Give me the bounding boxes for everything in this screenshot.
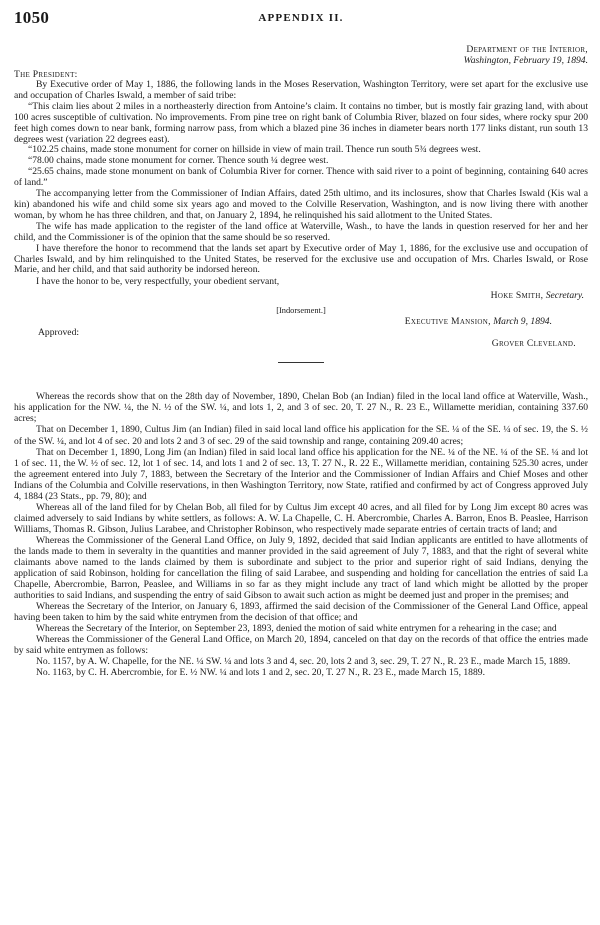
letter-quote-paragraph: “25.65 chains, made stone monument on bank of Columbia River for corner. Thence with said river to a point of beginning, containing 640 acres of land.”: [14, 166, 588, 189]
letter-paragraph: The accompanying letter from the Commissioner of Indian Affairs, dated 25th ultimo, and its inclosures, show that Charles Iswald (Kis wal a kin) abandoned his wife and child some six years ago and moved to the Colville Reservation, Washington, and is now living there with another woman, by whom he has three children, and that, on January 2, 1894, he relinquished his said allotment to the United States.: [14, 188, 588, 221]
letter-quote-paragraph: “78.00 chains, made stone monument for corner. Thence south ¼ degree west.: [28, 155, 329, 167]
indorsement-label: [Indorsement.]: [276, 306, 326, 316]
page: [14, 8, 588, 679]
letter-closing: I have the honor to be, very respectfully, your obedient servant,: [36, 276, 280, 288]
order-paragraph: No. 1163, by C. H. Abercrombie, for E. ½ NW. ¼ and lots 1 and 2, sec. 20, T. 27 N., R. 23 E., made March 15, 1889.: [36, 667, 485, 679]
order-paragraph: Whereas the Secretary of the Interior, on January 6, 1893, affirmed the said decision of the Commissioner of the General Land Office, appeal having been taken to him by the said white entrymen from the decision of that office; and: [14, 601, 588, 624]
salutation: The President:: [14, 69, 78, 80]
order-paragraph: Whereas the records show that on the 28th day of November, 1890, Chelan Bob (an Indian) filed in the local land office at Waterville, Wash., his application for the NW. ¼, the N. ½ of the SW. ¼, and lots 1, 2, and 3 of sec. 20, T. 27 N., R. 23 E., Willamette meridian, containing 337.60 acres;: [14, 391, 588, 425]
signature: [14, 290, 588, 301]
order-paragraph: Whereas the Secretary of the Interior, on September 23, 1893, denied the motion of said white entrymen for a rehearing in the case; and: [36, 623, 557, 635]
place-date-line: Washington, February 19, 1894.: [463, 55, 588, 66]
letter-dateline: [14, 44, 588, 66]
letter-quote-paragraph: “This claim lies about 2 miles in a northeasterly direction from Antoine’s claim. It contains no timber, but is mostly fair grazing land, with about 100 acres susceptible of cultivation. No improvements. From pine tree on right bank of Columbia River, blazed on four sides, where rocky spur 200 feet high comes down to near bank, forming narrow pass, from which a blazed pine 36 inches in diameter bears north 177 links distant, run south 13 degrees west (variation 22 degrees east).: [14, 100, 588, 145]
section-divider: [278, 362, 324, 363]
department-line: Department of the Interior,: [466, 44, 588, 55]
order-paragraph: That on December 1, 1890, Cultus Jim (an Indian) filed in said local land office his application for the SE. ¼ of the SE. ¼ of sec. 19, the S. ½ of the SW. ¼, and lot 4 of sec. 20 and lots 2 and 3 of sec. 29 of the said township and range, containing 209.40 acres;: [14, 424, 588, 447]
running-head: [14, 8, 588, 30]
approved-label: Approved:: [38, 327, 80, 339]
letter-paragraph: The wife has made application to the register of the land office at Waterville, Wash., to have the lands in question reserved for her and her child, and the Commissioner is of the opinion that the same should be so reserved.: [14, 220, 588, 243]
letter-paragraph: I have therefore the honor to recommend that the lands set apart by Executive order of May 1, 1886, for the exclusive use and occupation of Charles Iswald, and by him relinquished to the United States, be reserved for the exclusive use and occupation of Mrs. Charles Iswald, or Rose Marie, and her child, and that said authority be indorsed hereon.: [14, 242, 588, 276]
mansion-date: March 9, 1894.: [493, 316, 552, 328]
order-paragraph: Whereas the Commissioner of the General Land Office, on July 9, 1892, decided that said Indian applicants are entitled to have allotments of the lands made to them in severalty in the quantities and manner provided in the said agreement of July 7, 1883, and that the right of several white claimants above named to the lands claimed by them is subordinate and subject to the prior and superior right of said Indians, denying the application of said Robinson, holding for cancellation the filing of said Larabee, and suspending and holding for cancellation the entries of said La Chapelle, Abercrombie, Barron, Peaslee, and Williams in so far as they might include any tract of land which might be allotted by the proper authorities to said Indians, and suspending the entry of said Gibson to await such action as might be deemed just and proper in the premises; and: [14, 534, 588, 602]
page-number: 1050: [14, 8, 50, 27]
letter-body: [14, 80, 588, 276]
executive-mansion-line: [14, 316, 588, 327]
executive-order-body: [14, 391, 588, 678]
approver-name: Grover Cleveland.: [491, 338, 576, 350]
approval-block: [14, 327, 588, 349]
letter-quote-paragraph: “102.25 chains, made stone monument for corner on hillside in view of main trail. Thence run south 5¾ degrees west.: [28, 144, 481, 156]
running-title: APPENDIX II.: [258, 12, 344, 24]
signature-title: Secretary.: [545, 290, 584, 302]
order-paragraph: No. 1157, by A. W. Chapelle, for the NE. ¼ SW. ¼ and lots 3 and 4, sec. 20, lots 2 and 3, sec. 29, T. 27 N., R. 23 E., made March 15, 1889.: [36, 656, 571, 668]
signature-name: Hoke Smith,: [490, 290, 544, 302]
mansion-name: Executive Mansion,: [404, 316, 491, 328]
order-paragraph: That on December 1, 1890, Long Jim (an Indian) filed in said local land office his application for the NE. ¼ of the NE. ¼ of the SE. ¼ and lot 1 of sec. 11, the W. ½ of sec. 12, lot 1 of sec. 14, and lots 1 and 2 of sec. 13, T. 27 N., R. 22 E., Willamette meridian, containing 525.30 acres, under the agreement entered into July 7, 1883, between the Secretary of the Interior and the Commissioner of Indian Affairs and Chief Moses and other Indians of the Columbia and Colville reservations, in then Washington Territory, now State, ratified and confirmed by act of Congress approved July 4, 1884 (23 Stats., pp. 79, 80); and: [14, 446, 588, 502]
letter-paragraph: By Executive order of May 1, 1886, the following lands in the Moses Reservation, Washington Territory, were set apart for the exclusive use and occupation of Charles Iswald, a member of said tribe:: [14, 79, 588, 101]
order-paragraph: Whereas the Commissioner of the General Land Office, on March 20, 1894, canceled on that day on the records of that office the entries made by said white entrymen as follows:: [14, 634, 588, 657]
order-paragraph: Whereas all of the land filed for by Chelan Bob, all filed for by Cultus Jim except 40 acres, and all filed for by Long Jim except 80 acres was claimed adversely to said Indians by white settlers, as follows: A. W. La Chapelle, C. H. Abercrombie, Charles A. Barron, Enos B. Peaslee, Harrison Williams, Thomas R. Gibson, Julius Larabee, and Christopher Robinson, who respectively made separate entries of certain tracts of land; and: [14, 501, 588, 535]
